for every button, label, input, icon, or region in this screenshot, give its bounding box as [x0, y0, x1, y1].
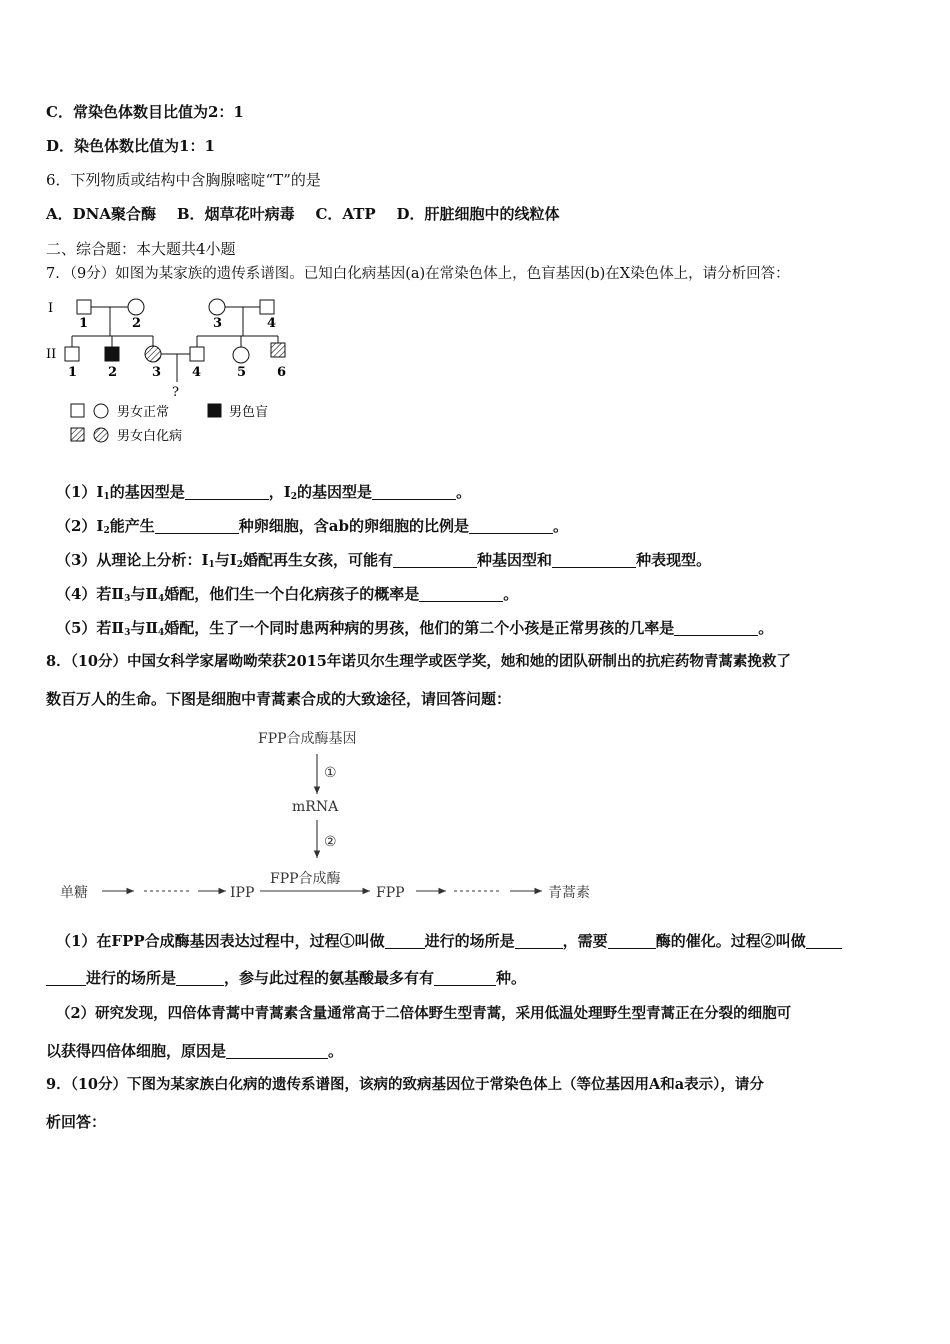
section-heading: 二、综合题：本大题共4小题 [46, 240, 236, 258]
label-II5: 5 [237, 365, 247, 380]
diagram-enzyme: FPP合成酶 [270, 871, 341, 887]
label-II1: 1 [68, 365, 78, 380]
pedigree-II6 [271, 343, 285, 357]
gen-label-II: II [46, 347, 57, 362]
q8-sub1-line2: 进行的场所是 ，参与此过程的氨基酸最多有有 种。 [46, 968, 526, 988]
q8-pathway-diagram [40, 720, 620, 910]
answer-blank[interactable] [515, 934, 563, 949]
diagram-step2: ② [324, 834, 337, 850]
answer-blank[interactable] [806, 934, 842, 949]
q5-option-c: C．常染色体数目比值为2：1 [46, 103, 244, 121]
answer-blank[interactable] [385, 934, 425, 949]
answer-blank[interactable] [419, 587, 503, 602]
legend-normal-male-icon [71, 404, 84, 417]
answer-blank[interactable] [434, 971, 496, 986]
label-II3: 3 [152, 365, 162, 380]
q8-sub1-line1: （1）在FPP合成酶基因表达过程中，过程①叫做 进行的场所是 ，需要 酶的催化。过程②叫做 [56, 931, 842, 951]
legend-normal-female-icon [94, 404, 108, 418]
q7-stem: 7．（9分）如图为某家族的遗传系谱图。已知白化病基因(a)在常染色体上，色盲基因(b)在X染色体上，请分析回答： [46, 266, 790, 282]
answer-blank[interactable] [552, 553, 636, 568]
q5-option-d: D．染色体数比值为1：1 [46, 137, 215, 155]
answer-blank[interactable] [608, 934, 656, 949]
q7-sub3: （3）从理论上分析：$Ⅰ_1$与$Ⅰ_2$婚配再生女孩，可能有 种基因型和 种表现型。 [56, 551, 712, 570]
diagram-mrna: mRNA [292, 799, 339, 815]
label-II6: 6 [277, 365, 287, 380]
pedigree-I2 [128, 299, 144, 315]
label-I4: 4 [267, 316, 277, 331]
pedigree-II4 [190, 347, 204, 361]
answer-blank[interactable] [469, 519, 553, 534]
pedigree-II3 [145, 346, 161, 362]
q8-stem-line1: 8．（10分）中国女科学家屠呦呦荣获2015年诺贝尔生理学或医学奖，她和她的团队研制出的抗疟药物青蒿素挽救了 [46, 653, 791, 670]
legend-normal-label: 男女正常 [117, 405, 170, 420]
q7-sub2: $(2)Ⅰ_2$能产生 种卵细胞，含ab的卵细胞的比例是 。 [56, 517, 568, 536]
gen-label-I: I [48, 301, 54, 316]
answer-blank[interactable] [393, 553, 477, 568]
label-II4: 4 [192, 365, 202, 380]
diagram-product: 青蒿素 [548, 885, 590, 901]
q6-options: A．DNA聚合酶 B．烟草花叶病毒 C．ATP D．肝脏细胞中的线粒体 [46, 205, 560, 223]
q7-sub1: $(1)Ⅰ_1$的基因型是 ，$Ⅰ_2$的基因型是 。 [56, 483, 472, 502]
label-I3: 3 [213, 316, 223, 331]
answer-blank[interactable] [185, 485, 269, 500]
legend-albino-male-icon [71, 428, 84, 441]
diagram-ipp: IPP [230, 885, 255, 901]
q6-stem: 6．下列物质或结构中含胸腺嘧啶“T”的是 [46, 171, 321, 189]
answer-blank[interactable] [226, 1044, 328, 1059]
pedigree-I1 [77, 300, 91, 314]
q7-pedigree-chart [40, 290, 300, 450]
pedigree-II1 [65, 347, 79, 361]
legend-albino-female-icon [94, 428, 108, 442]
answer-blank[interactable] [46, 971, 86, 986]
unknown-child-mark: ? [172, 385, 179, 400]
answer-blank[interactable] [155, 519, 239, 534]
answer-blank[interactable] [674, 621, 758, 636]
pedigree-II2 [105, 347, 119, 361]
diagram-fpp: FPP [376, 885, 405, 901]
pedigree-II5 [233, 347, 249, 363]
label-I2: 2 [132, 316, 142, 331]
pedigree-I4 [260, 300, 274, 314]
q8-sub2-line1: （2）研究发现，四倍体青蒿中青蒿素含量通常高于二倍体野生型青蒿，采用低温处理野生型青蒿正在分裂的细胞可 [56, 1005, 792, 1022]
q8-stem-line2: 数百万人的生命。下图是细胞中青蒿素合成的大致途径，请回答问题： [46, 690, 512, 708]
legend-colorblind-icon [208, 404, 221, 417]
legend-colorblind-label: 男色盲 [229, 405, 269, 420]
diagram-sugar: 单糖 [60, 885, 88, 901]
label-II2: 2 [108, 365, 118, 380]
q8-sub2-line2: 以获得四倍体细胞，原因是 。 [46, 1042, 344, 1060]
q7-sub4: （4）若$Ⅱ_3$与$Ⅱ_4$婚配，他们生一个白化病孩子的概率是 。 [56, 585, 519, 604]
pedigree-I3 [209, 299, 225, 315]
q9-stem-line2: 析回答： [46, 1113, 107, 1131]
q7-sub5: （5）若$Ⅱ_3$与$Ⅱ_4$婚配，生了一个同时患两种病的男孩，他们的第二个小孩是正常男孩的几率是 。 [56, 619, 774, 638]
answer-blank[interactable] [176, 971, 224, 986]
label-I1: 1 [79, 316, 89, 331]
diagram-gene: FPP合成酶基因 [258, 731, 357, 747]
legend-albino-label: 男女白化病 [117, 429, 183, 444]
answer-blank[interactable] [372, 485, 456, 500]
diagram-step1: ① [324, 765, 337, 781]
q9-stem-line1: 9．（10分）下图为某家族白化病的遗传系谱图，该病的致病基因位于常染色体上（等位基因用A和a表示），请分 [46, 1076, 764, 1093]
